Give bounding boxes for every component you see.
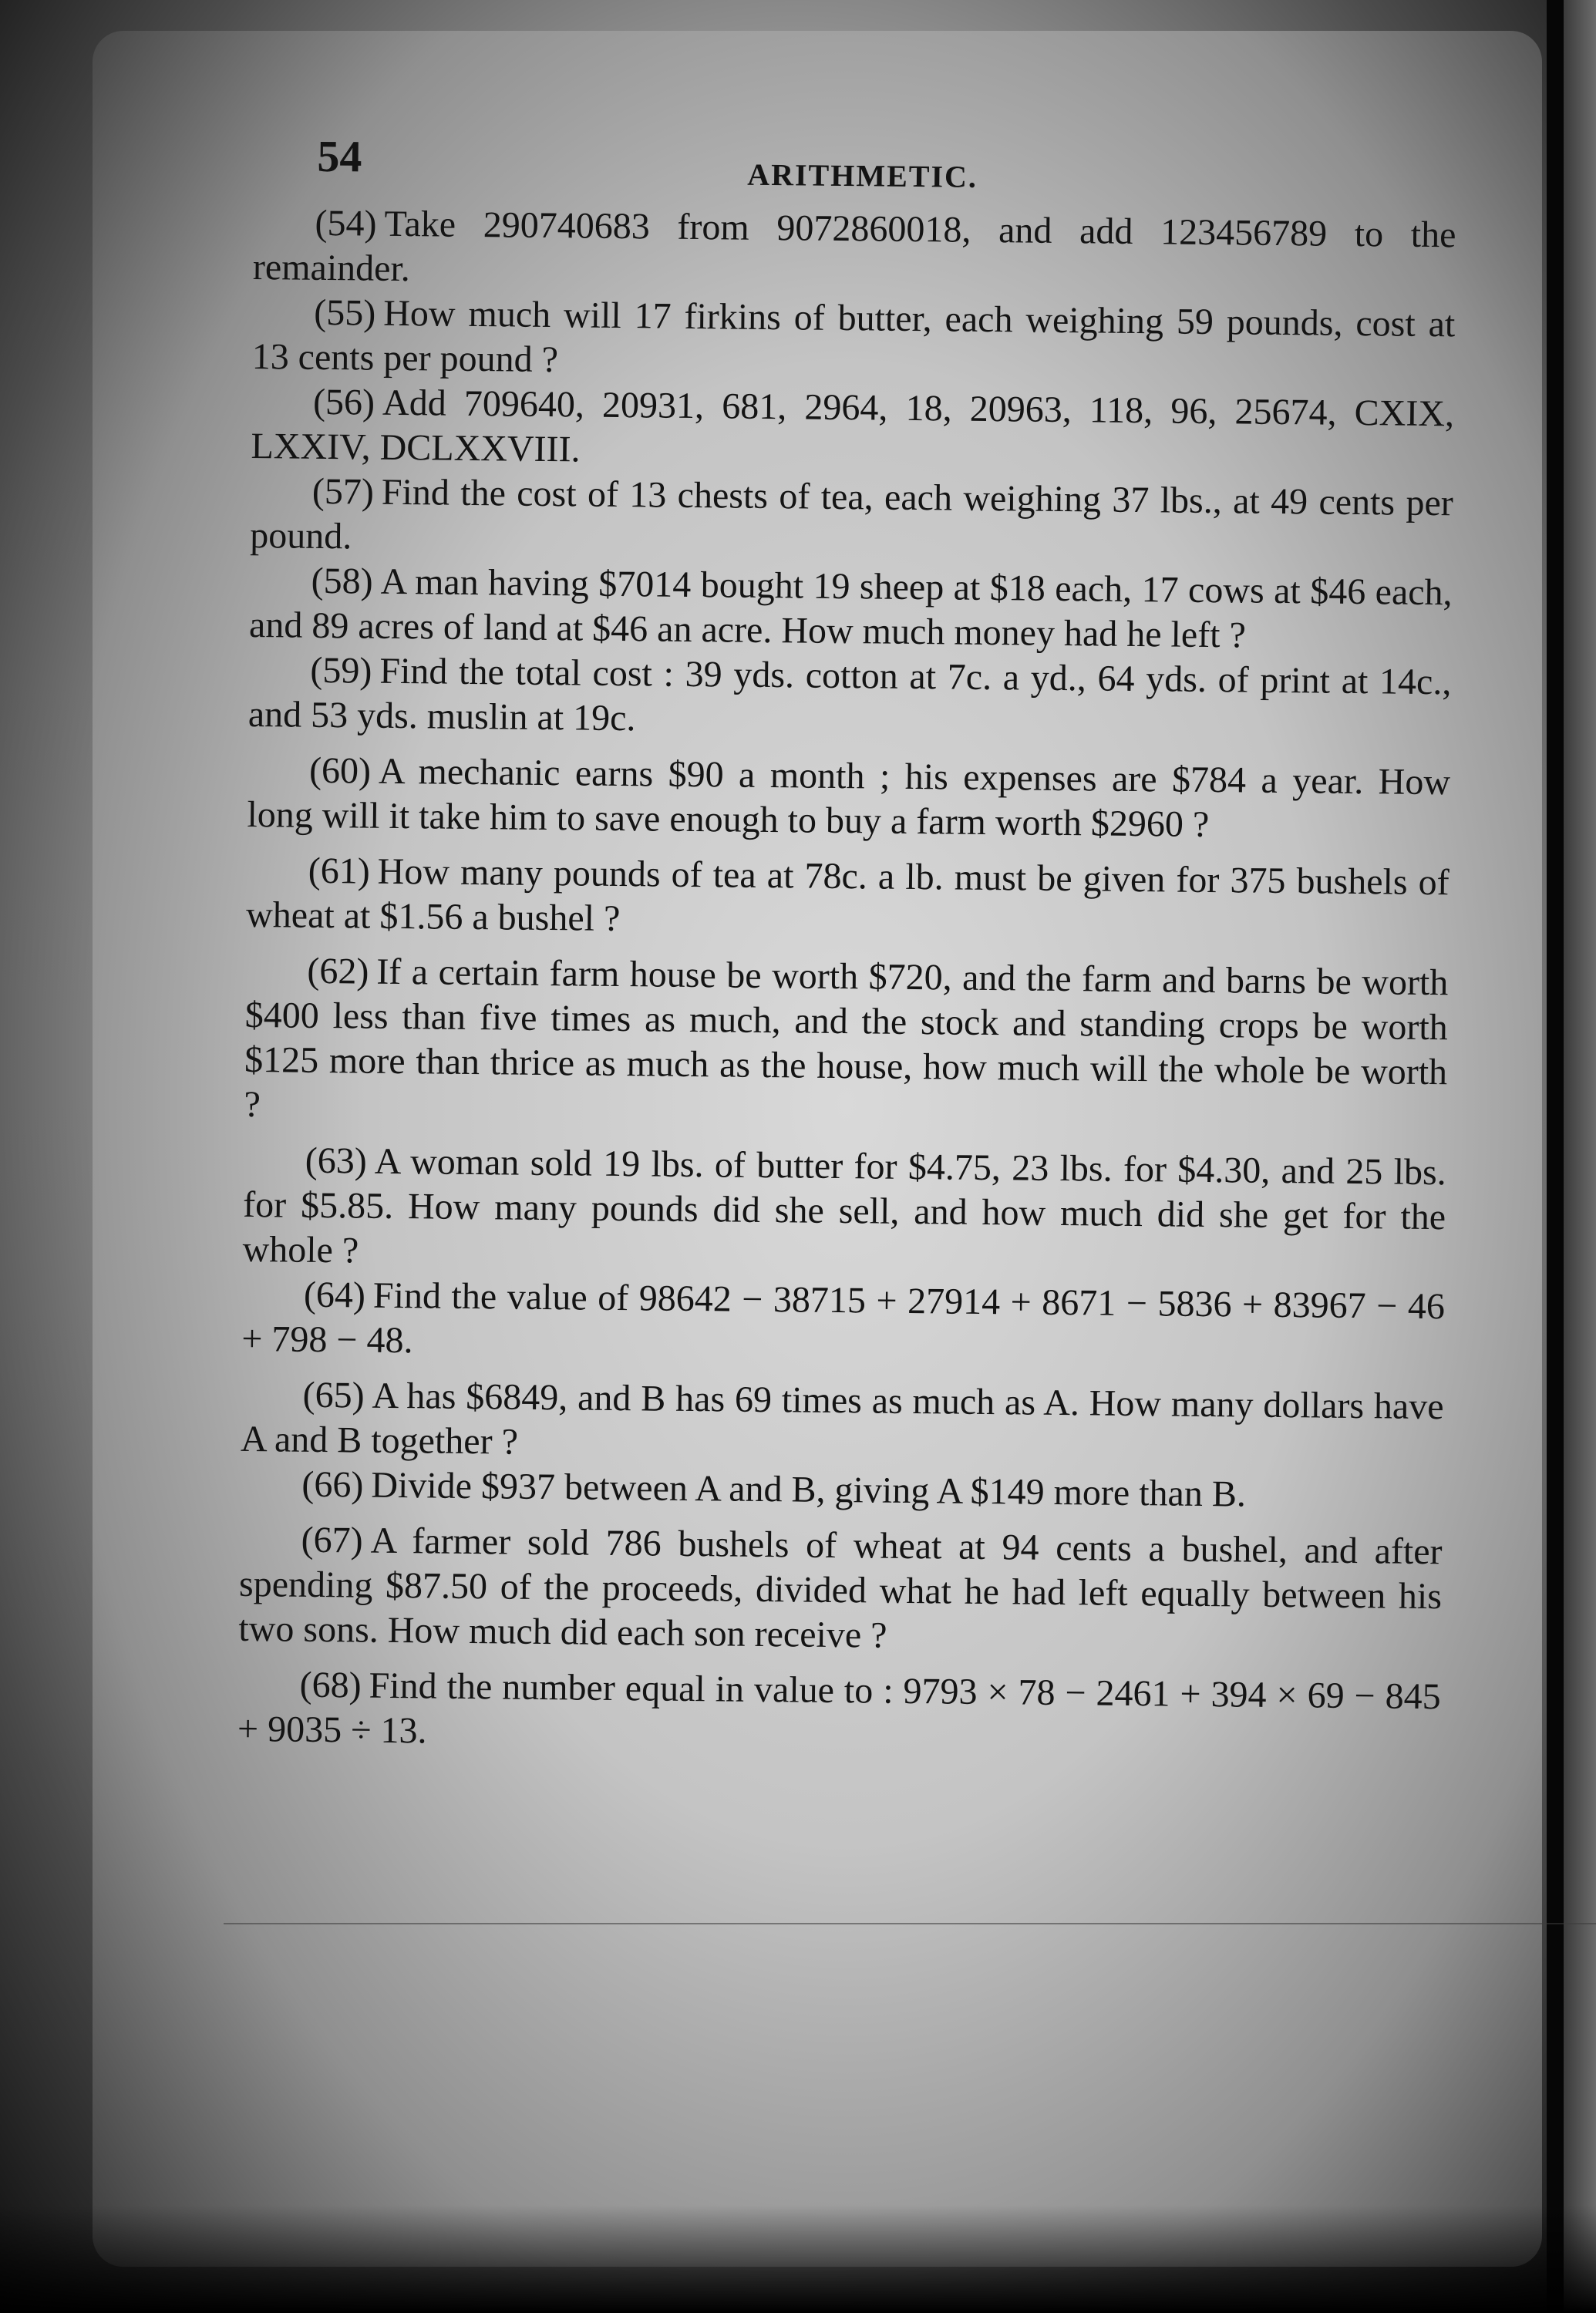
page-text-block — [237, 116, 1457, 1764]
problem-text: Find the number equal in value to : 9793 × 78 − 2461 + 394 × 69 − 845 + 9035 ÷ 13. — [237, 1665, 1441, 1752]
problem-text: Add 709640, 20931, 681, 2964, 18, 20963, 118, 96, 25674, CXIX, LXXIV, DCLXXVIII. — [251, 382, 1455, 470]
facing-page-edge — [1564, 0, 1596, 2313]
problem-text: A has $6849, and B has 69 times as much as A. How many dollars have A and B together ? — [240, 1375, 1444, 1463]
problem-number: (62) — [307, 950, 369, 992]
problem-number: (57) — [311, 470, 375, 513]
problem-63 — [242, 1138, 1446, 1284]
problem-61 — [246, 848, 1450, 950]
problem-54 — [253, 200, 1456, 302]
problem-number: (59) — [310, 649, 372, 692]
binding-gutter — [1547, 0, 1564, 2313]
running-head — [254, 116, 1457, 213]
problem-text: Take 290740683 from 9072860018, and add 123456789 to the remainder. — [252, 203, 1456, 290]
problem-65 — [241, 1372, 1444, 1474]
problem-text: Divide $937 between A and B, giving A $149 more than B. — [371, 1464, 1247, 1515]
bottom-shadow — [0, 2205, 1596, 2313]
problem-58 — [249, 558, 1453, 660]
problem-59 — [248, 648, 1452, 749]
problem-number: (65) — [302, 1374, 365, 1416]
problem-number: (66) — [301, 1463, 364, 1506]
problem-text: How much will 17 firkins of butter, each weighing 59 pounds, cost at 13 cents per pound ? — [251, 292, 1456, 381]
problem-64 — [241, 1272, 1445, 1374]
problem-number: (63) — [305, 1140, 368, 1182]
problem-number: (60) — [308, 749, 372, 792]
problem-text: A mechanic earns $90 a month ; his expenses are $784 a year. How long will it take him to save enough to buy a farm worth $2960 ? — [247, 750, 1451, 846]
problem-number: (58) — [311, 560, 373, 602]
problem-number: (61) — [308, 850, 370, 892]
problem-68 — [237, 1662, 1441, 1764]
page-number: 54 — [317, 130, 362, 182]
problem-number: (67) — [301, 1519, 363, 1561]
scan-line — [224, 1923, 1596, 1924]
problem-number: (55) — [314, 291, 376, 334]
problem-number: (64) — [303, 1274, 366, 1316]
problem-text: Find the total cost : 39 yds. cotton at 7c. a yd., 64 yds. of print at 14c., and 53 yds. muslin at 19c. — [247, 650, 1452, 739]
problem-text: Find the value of 98642 − 38715 + 27914 + 8671 − 5836 + 83967 − 46 + 798 − 48. — [241, 1274, 1446, 1362]
problem-text: How many pounds of tea at 78c. a lb. must be given for 375 bushels of wheat at $1.56 a bushel ? — [245, 850, 1450, 940]
problem-60 — [247, 748, 1450, 850]
problem-text: A woman sold 19 lbs. of butter for $4.75, 23 lbs. for $4.30, and 25 lbs. for $5.85. How many pounds did she sell, and how much did she get for the whole ? — [242, 1140, 1447, 1271]
running-title: ARITHMETIC. — [747, 157, 978, 194]
problem-text: A man having $7014 bought 19 sheep at $18 each, 17 cows at $46 each, and 89 acres of land at $46 an acre. How much money had he left ? — [248, 561, 1453, 656]
problem-number: (56) — [312, 381, 375, 423]
problem-55 — [251, 290, 1455, 392]
problem-number: (68) — [299, 1664, 362, 1706]
problem-text: Find the cost of 13 chests of tea, each weighing 37 lbs., at 49 cents per pound. — [250, 471, 1454, 557]
problem-56 — [251, 379, 1454, 481]
problem-text: If a certain farm house be worth $720, and the farm and barns be worth $400 less than five times as much, and the stock and standing crops be worth $125 more than thrice as much as the house, how much will the whole be worth ? — [244, 951, 1449, 1126]
problem-62 — [244, 948, 1448, 1140]
problem-57 — [250, 469, 1453, 571]
problem-number: (54) — [315, 202, 377, 244]
problem-67 — [238, 1517, 1443, 1664]
problem-text: A farmer sold 786 bushels of wheat at 94 cents a bushel, and after spending $87.50 of the proceeds, divided what he had left equally between his two sons. How much did each son receive ? — [238, 1520, 1443, 1656]
